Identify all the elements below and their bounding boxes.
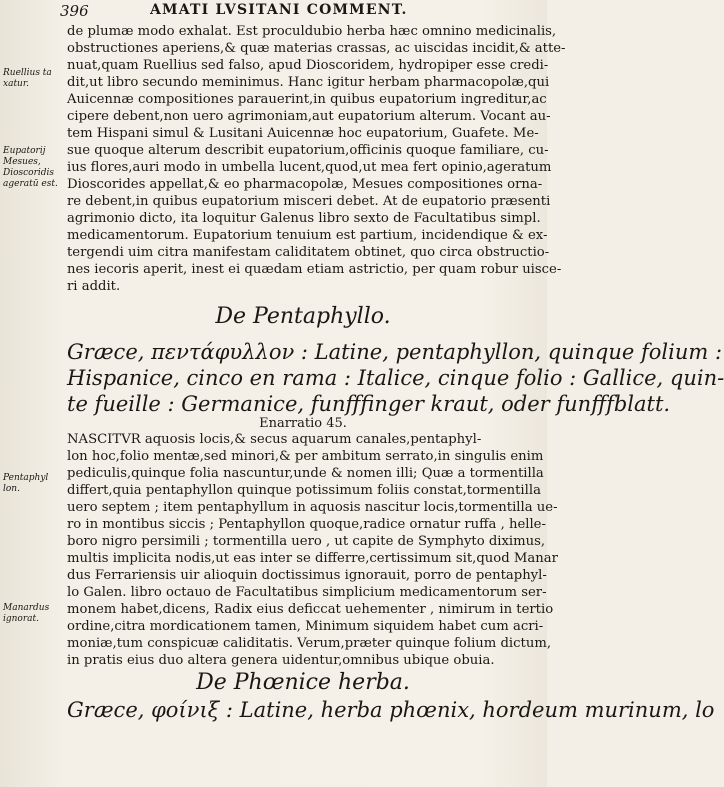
text-line: medicamentorum. Eupatorium tenuium est partium, incidendique & ex- [67,228,548,243]
text-line: moniæ,tum conspicuæ caliditatis. Verum,præter quinque folium dictum, [67,636,552,651]
margin-note-line: Manardus [3,603,50,613]
text-line: nes iecoris aperit, inest ei quædam etiam astrictio, per quam robur uisce- [67,262,562,277]
paragraph-pentaphyllon [67,431,558,669]
text-line: NASCITVR aquosis locis,& secus aquarum canales,pentaphyl- [67,432,482,447]
names-block [67,339,724,417]
text-line: Dioscorides appellat,& eo pharmacopolæ, Mesues compositiones orna- [67,177,543,192]
text-line: ordine,citra mordicationem tamen, Minimum siquidem habet cum acri- [67,619,544,634]
margin-note-line: lon. [3,484,20,494]
text-line: monem habet,dicens, Radix eius deficcat uehementer , nimirum in tertio [67,602,554,617]
text-line: lon hoc,folio mentæ,sed minori,& per ambitum serrato,in singulis enim [67,449,544,464]
page-number: 396 [60,2,89,20]
text-line: differt,quia pentaphyllon quinque potissimum foliis constat,tormentilla [67,483,541,498]
margin-note-line: Eupatorij [3,146,46,156]
margin-note-line: Ruellius ta [3,68,52,78]
margin-note [3,68,52,90]
names-line: te fueille : Germanice, funfffinger kraut, oder funfffblatt. [67,392,671,416]
text-line: agrimonio dicto, ita loquitur Galenus libro sexto de Facultatibus simpl. [67,211,541,226]
text-line: uero septem ; item pentaphyllum in aquosis nascitur locis,tormentilla ue- [67,500,558,515]
text-line: de plumæ modo exhalat. Est proculdubio herba hæc omnino medicinalis, [67,24,557,39]
text-line: tem Hispani simul & Lusitani Auicennæ hoc eupatorium, Guafete. Me- [67,126,539,141]
text-line: tergendi uim citra manifestam caliditatem obtinet, quo circa obstructio- [67,245,550,260]
names-line: Hispanice, cinco en rama : Italice, cinque folio : Gallice, quin- [67,366,724,390]
margin-note-line: Pentaphyl [3,473,49,483]
text-line: nuat,quam Ruellius sed falso, apud Dioscoridem, hydropiper esse credi- [67,58,549,73]
text-line: ro in montibus siccis ; Pentaphyllon quoque,radice ornatur ruffa , helle- [67,517,546,532]
text-line: boro nigro persimili ; tormentilla uero , ut capite de Symphyto diximus, [67,534,546,549]
text-line: ius flores,auri modo in umbella lucent,quod,ut mea fert opinio,ageratum [67,160,552,175]
text-line: dit,ut libro secundo meminimus. Hanc igitur herbam pharmacopolæ,qui [67,75,550,90]
text-line: obstructiones aperiens,& quæ materias crassas, ac uiscidas incidit,& atte- [67,41,566,56]
margin-note-line: xatur. [3,79,30,89]
text-line: ri addit. [67,279,121,294]
margin-note [3,473,48,495]
names-line: Græce, φοίνιξ : Latine, herba phœnix, hordeum murinum, lo [67,698,715,722]
text-line: re debent,in quibus eupatorium misceri debet. At de eupatorio præsenti [67,194,551,209]
section-heading: De Phœnice herba. [196,670,410,695]
text-line: dus Ferrariensis uir alioquin doctissimus ignorauit, porro de pentaphyl- [67,568,547,583]
text-line: lo Galen. libro octauo de Facultatibus simplicium medicamentorum ser- [67,585,547,600]
margin-note-line: ignorat. [3,614,39,624]
margin-note [3,146,58,190]
margin-note-line: Dioscoridis [3,168,55,178]
names-line: Græce, πεντάφυλλον : Latine, pentaphyllon, quinque folium : [67,340,723,364]
text-line: in pratis eius duo altera genera uidentur,omnibus ubique obuia. [67,653,495,668]
text-line: cipere debent,non uero agrimoniam,aut eupatorium alterum. Vocant au- [67,109,551,124]
text-line: pediculis,quinque folia nascuntur,unde & nomen illi; Quæ a tormentilla [67,466,544,481]
section-heading: De Pentaphyllo. [215,304,391,329]
page-body [67,23,724,723]
paragraph-eupatorium [67,23,566,295]
running-head: AMATI LVSITANI COMMENT. [150,2,408,18]
page-header [60,2,541,22]
text-line: Auicennæ compositiones parauerint,in quibus eupatorium ingreditur,ac [67,92,547,107]
margin-note [3,603,49,625]
margin-note-line: ageratū est. [3,179,58,189]
enarratio-label: Enarratio 45. [259,416,347,431]
margin-note-line: Mesues, [3,157,41,167]
text-line: multis implicita nodis,ut eas inter se differre,certissimum sit,quod Manar [67,551,558,566]
text-line: sue quoque alterum describit eupatorium,officinis quoque familiare, cu- [67,143,549,158]
